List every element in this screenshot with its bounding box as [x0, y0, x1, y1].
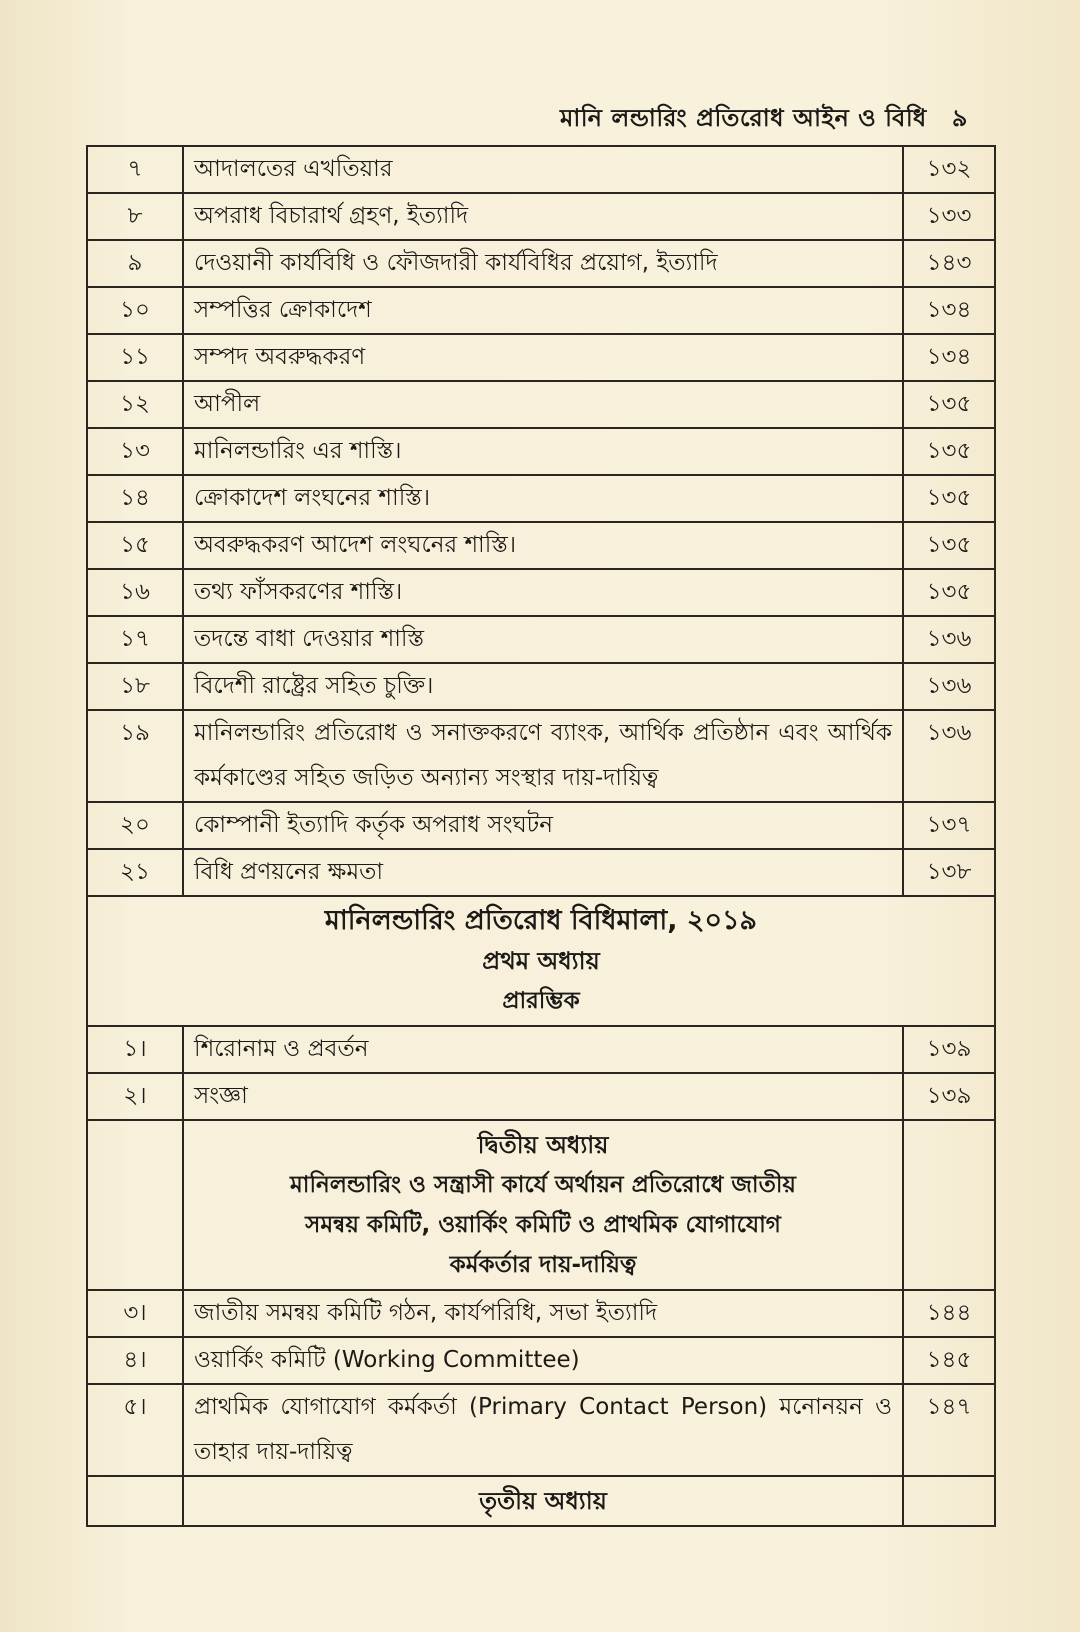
row-number: ১৭ — [87, 616, 183, 663]
chapter-title: দ্বিতীয় অধ্যায় — [477, 1131, 609, 1159]
header-page-number: ৯ — [951, 104, 968, 132]
row-title: কোম্পানী ইত্যাদি কর্তৃক অপরাধ সংঘটন — [183, 802, 903, 849]
table-row — [87, 146, 995, 193]
table-row — [87, 428, 995, 475]
table-row — [87, 1384, 995, 1476]
row-title: জাতীয় সমন্বয় কমিটি গঠন, কার্যপরিধি, সভা ইত্যাদি — [183, 1290, 903, 1337]
rules-title: মানিলন্ডারিং প্রতিরোধ বিধিমালা, ২০১৯ — [324, 905, 758, 936]
table-row — [87, 334, 995, 381]
table-row — [87, 475, 995, 522]
row-page: ১৩৮ — [903, 849, 995, 896]
row-number: ৮ — [87, 193, 183, 240]
row-page: ১৪৫ — [903, 1337, 995, 1384]
row-number: ১০ — [87, 287, 183, 334]
row-title: বিধি প্রণয়নের ক্ষমতা — [183, 849, 903, 896]
section-heading — [87, 896, 995, 1026]
table-row — [87, 569, 995, 616]
table-row — [87, 240, 995, 287]
table-row — [87, 522, 995, 569]
row-number: ১৫ — [87, 522, 183, 569]
empty-cell — [87, 1476, 183, 1526]
row-number: ১৩ — [87, 428, 183, 475]
row-title: মানিলন্ডারিং প্রতিরোধ ও সনাক্তকরণে ব্যাংক, আর্থিক প্রতিষ্ঠান এবং আর্থিক কর্মকাণ্ডের সহিত জড়িত অন্যান্য সংস্থার দায়-দায়িত্ব — [183, 710, 903, 802]
row-number: ১। — [87, 1026, 183, 1073]
table-row — [87, 663, 995, 710]
running-header — [560, 100, 990, 140]
row-page: ১৪৩ — [903, 240, 995, 287]
row-page: ১৪৭ — [903, 1384, 995, 1476]
row-number: ১৯ — [87, 710, 183, 802]
row-title: সংজ্ঞা — [183, 1073, 903, 1120]
row-number: ১৬ — [87, 569, 183, 616]
section-heading-row — [87, 896, 995, 1026]
row-title: অবরুদ্ধকরণ আদেশ লংঘনের শাস্তি। — [183, 522, 903, 569]
table-row — [87, 1290, 995, 1337]
header-title: মানি লন্ডারিং প্রতিরোধ আইন ও বিধি — [560, 104, 927, 132]
row-title: সম্পদ অবরুদ্ধকরণ — [183, 334, 903, 381]
row-title: ক্রোকাদেশ লংঘনের শাস্তি। — [183, 475, 903, 522]
table-row — [87, 1026, 995, 1073]
table-row — [87, 616, 995, 663]
row-number: ৭ — [87, 146, 183, 193]
row-title: ওয়ার্কিং কমিটি (Working Committee) — [183, 1337, 903, 1384]
row-title: প্রাথমিক যোগাযোগ কর্মকর্তা (Primary Contact Person) মনোনয়ন ও তাহার দায়-দায়িত্ব — [183, 1384, 903, 1476]
table-row — [87, 710, 995, 802]
section-heading — [183, 1120, 903, 1290]
row-number: ১৮ — [87, 663, 183, 710]
row-title: শিরোনাম ও প্রবর্তন — [183, 1026, 903, 1073]
chapter-subtitle: প্রারম্ভিক — [502, 988, 580, 1014]
row-number: ৪। — [87, 1337, 183, 1384]
row-number: ২। — [87, 1073, 183, 1120]
row-page: ১৩৫ — [903, 381, 995, 428]
table-row — [87, 849, 995, 896]
chapter-subtitle-line: কর্মকর্তার দায়-দায়িত্ব — [449, 1252, 637, 1278]
table-row — [87, 287, 995, 334]
row-title: বিদেশী রাষ্ট্রের সহিত চুক্তি। — [183, 663, 903, 710]
row-page: ১৩৫ — [903, 475, 995, 522]
row-number: ২০ — [87, 802, 183, 849]
table-row — [87, 193, 995, 240]
section-heading-row — [87, 1476, 995, 1526]
table-row — [87, 802, 995, 849]
section-heading-row — [87, 1120, 995, 1290]
row-page: ১৩৬ — [903, 616, 995, 663]
row-title: তদন্তে বাধা দেওয়ার শাস্তি — [183, 616, 903, 663]
row-page: ১৩৪ — [903, 287, 995, 334]
chapter-title: প্রথম অধ্যায় — [482, 947, 600, 975]
table-row — [87, 1337, 995, 1384]
row-title: সম্পত্তির ক্রোকাদেশ — [183, 287, 903, 334]
row-title: দেওয়ানী কার্যবিধি ও ফৌজদারী কার্যবিধির প্রয়োগ, ইত্যাদি — [183, 240, 903, 287]
empty-cell — [87, 1120, 183, 1290]
chapter-title: তৃতীয় অধ্যায় — [479, 1487, 607, 1515]
row-number: ৯ — [87, 240, 183, 287]
table-row — [87, 381, 995, 428]
table-of-contents — [86, 145, 996, 1527]
empty-cell — [903, 1476, 995, 1526]
row-page: ১৩৬ — [903, 710, 995, 802]
row-title: মানিলন্ডারিং এর শাস্তি। — [183, 428, 903, 475]
row-title: আপীল — [183, 381, 903, 428]
row-page: ১৩৫ — [903, 522, 995, 569]
row-page: ১৩৪ — [903, 334, 995, 381]
row-title: অপরাধ বিচারার্থ গ্রহণ, ইত্যাদি — [183, 193, 903, 240]
row-number: ২১ — [87, 849, 183, 896]
row-number: ১১ — [87, 334, 183, 381]
row-page: ১৩৬ — [903, 663, 995, 710]
chapter-subtitle-line: মানিলন্ডারিং ও সন্ত্রাসী কার্যে অর্থায়ন প্রতিরোধে জাতীয় — [290, 1172, 796, 1198]
row-page: ১৩২ — [903, 146, 995, 193]
empty-cell — [903, 1120, 995, 1290]
chapter-subtitle-line: সমন্বয় কমিটি, ওয়ার্কিং কমিটি ও প্রাথমিক যোগাযোগ — [305, 1212, 781, 1238]
row-number: ১২ — [87, 381, 183, 428]
row-page: ১৩৯ — [903, 1073, 995, 1120]
row-title: আদালতের এখতিয়ার — [183, 146, 903, 193]
row-number: ৫। — [87, 1384, 183, 1476]
row-page: ১৩৫ — [903, 569, 995, 616]
row-page: ১৪৪ — [903, 1290, 995, 1337]
row-page: ১৩৭ — [903, 802, 995, 849]
row-page: ১৩৯ — [903, 1026, 995, 1073]
row-page: ১৩৩ — [903, 193, 995, 240]
row-page: ১৩৫ — [903, 428, 995, 475]
section-heading — [183, 1476, 903, 1526]
row-title: তথ্য ফাঁসকরণের শাস্তি। — [183, 569, 903, 616]
row-number: ১৪ — [87, 475, 183, 522]
table-row — [87, 1073, 995, 1120]
row-number: ৩। — [87, 1290, 183, 1337]
